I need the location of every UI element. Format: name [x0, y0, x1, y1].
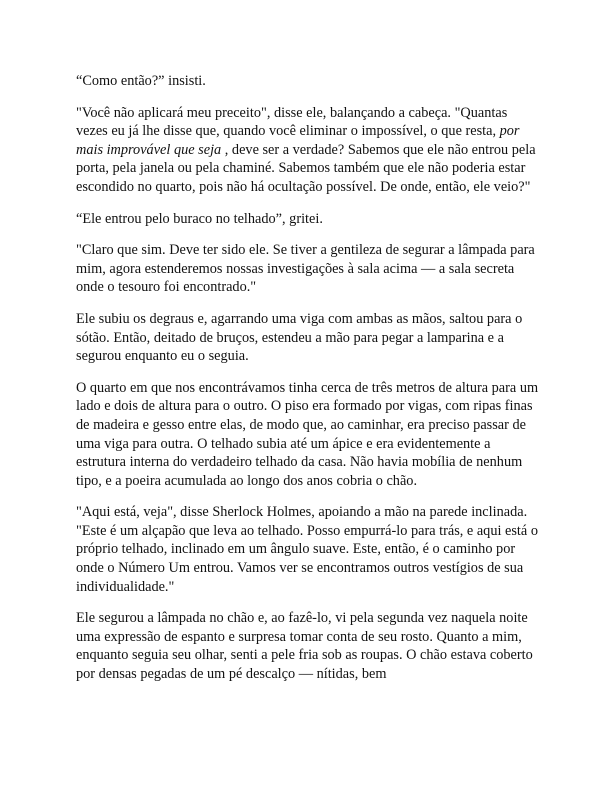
paragraph-2-after: , deve ser a verdade? Sabemos que ele não entrou pela porta, pela janela ou pela chaminé. Sabemos também que ele não poderia estar escondido no quarto, pois não há ocultação possível. De onde, então, ele veio?" — [76, 141, 536, 195]
paragraph-2-emphasis: por mais improvável que seja — [76, 123, 520, 158]
paragraph-6: O quarto em que nos encontrávamos tinha cerca de três metros de altura para um lado e dois de altura para o outro. O piso era formado por vigas, com ripas finas de madeira e gesso entre elas, de modo que, ao caminhar, era preciso passar de uma viga para outra. O telhado subia até um ápice e era evidentemente a estrutura interna do verdadeiro telhado da casa. Não havia mobília de nenhum tipo, e a poeira acumulada ao longo dos anos cobria o chão. — [76, 379, 539, 489]
paragraph-7: "Aqui está, veja", disse Sherlock Holmes, apoiando a mão na parede inclinada. "Este é um alçapão que leva ao telhado. Posso empurrá-lo para trás, e aqui está o próprio telhado, inclinado em um ângulo suave. Este, então, é o caminho por onde o Número Um entrou. Vamos ver se encontramos outros vestígios de sua individualidade." — [76, 504, 538, 595]
paragraph-4: "Claro que sim. Deve ter sido ele. Se tiver a gentileza de segurar a lâmpada para mim, agora estenderemos nossas investigações à sala acima — a sala secreta onde o tesouro foi encontrado." — [76, 242, 535, 296]
paragraph-2 — [76, 104, 540, 197]
paragraph-3: “Ele entrou pelo buraco no telhado”, gritei. — [76, 210, 323, 227]
paragraph-2-before: "Você não aplicará meu preceito", disse ele, balançando a cabeça. "Quantas vezes eu já lhe disse que, quando você eliminar o impossível, o que resta, — [76, 104, 508, 140]
paragraph-8: Ele segurou a lâmpada no chão e, ao fazê-lo, vi pela segunda vez naquela noite uma expressão de espanto e surpresa tomar conta de seu rosto. Quanto a mim, enquanto seguia seu olhar, senti a pele fria sob as roupas. O chão estava coberto por densas pegadas de um pé descalço — nítidas, bem — [76, 610, 533, 683]
paragraph-5: Ele subiu os degraus e, agarrando uma viga com ambas as mãos, saltou para o sótão. Então, deitado de bruços, estendeu a mão para pegar a lamparina e a segurou enquanto eu o seguia. — [76, 310, 523, 365]
paragraph-1: “Como então?” insisti. — [76, 73, 206, 89]
document-page — [76, 72, 540, 697]
